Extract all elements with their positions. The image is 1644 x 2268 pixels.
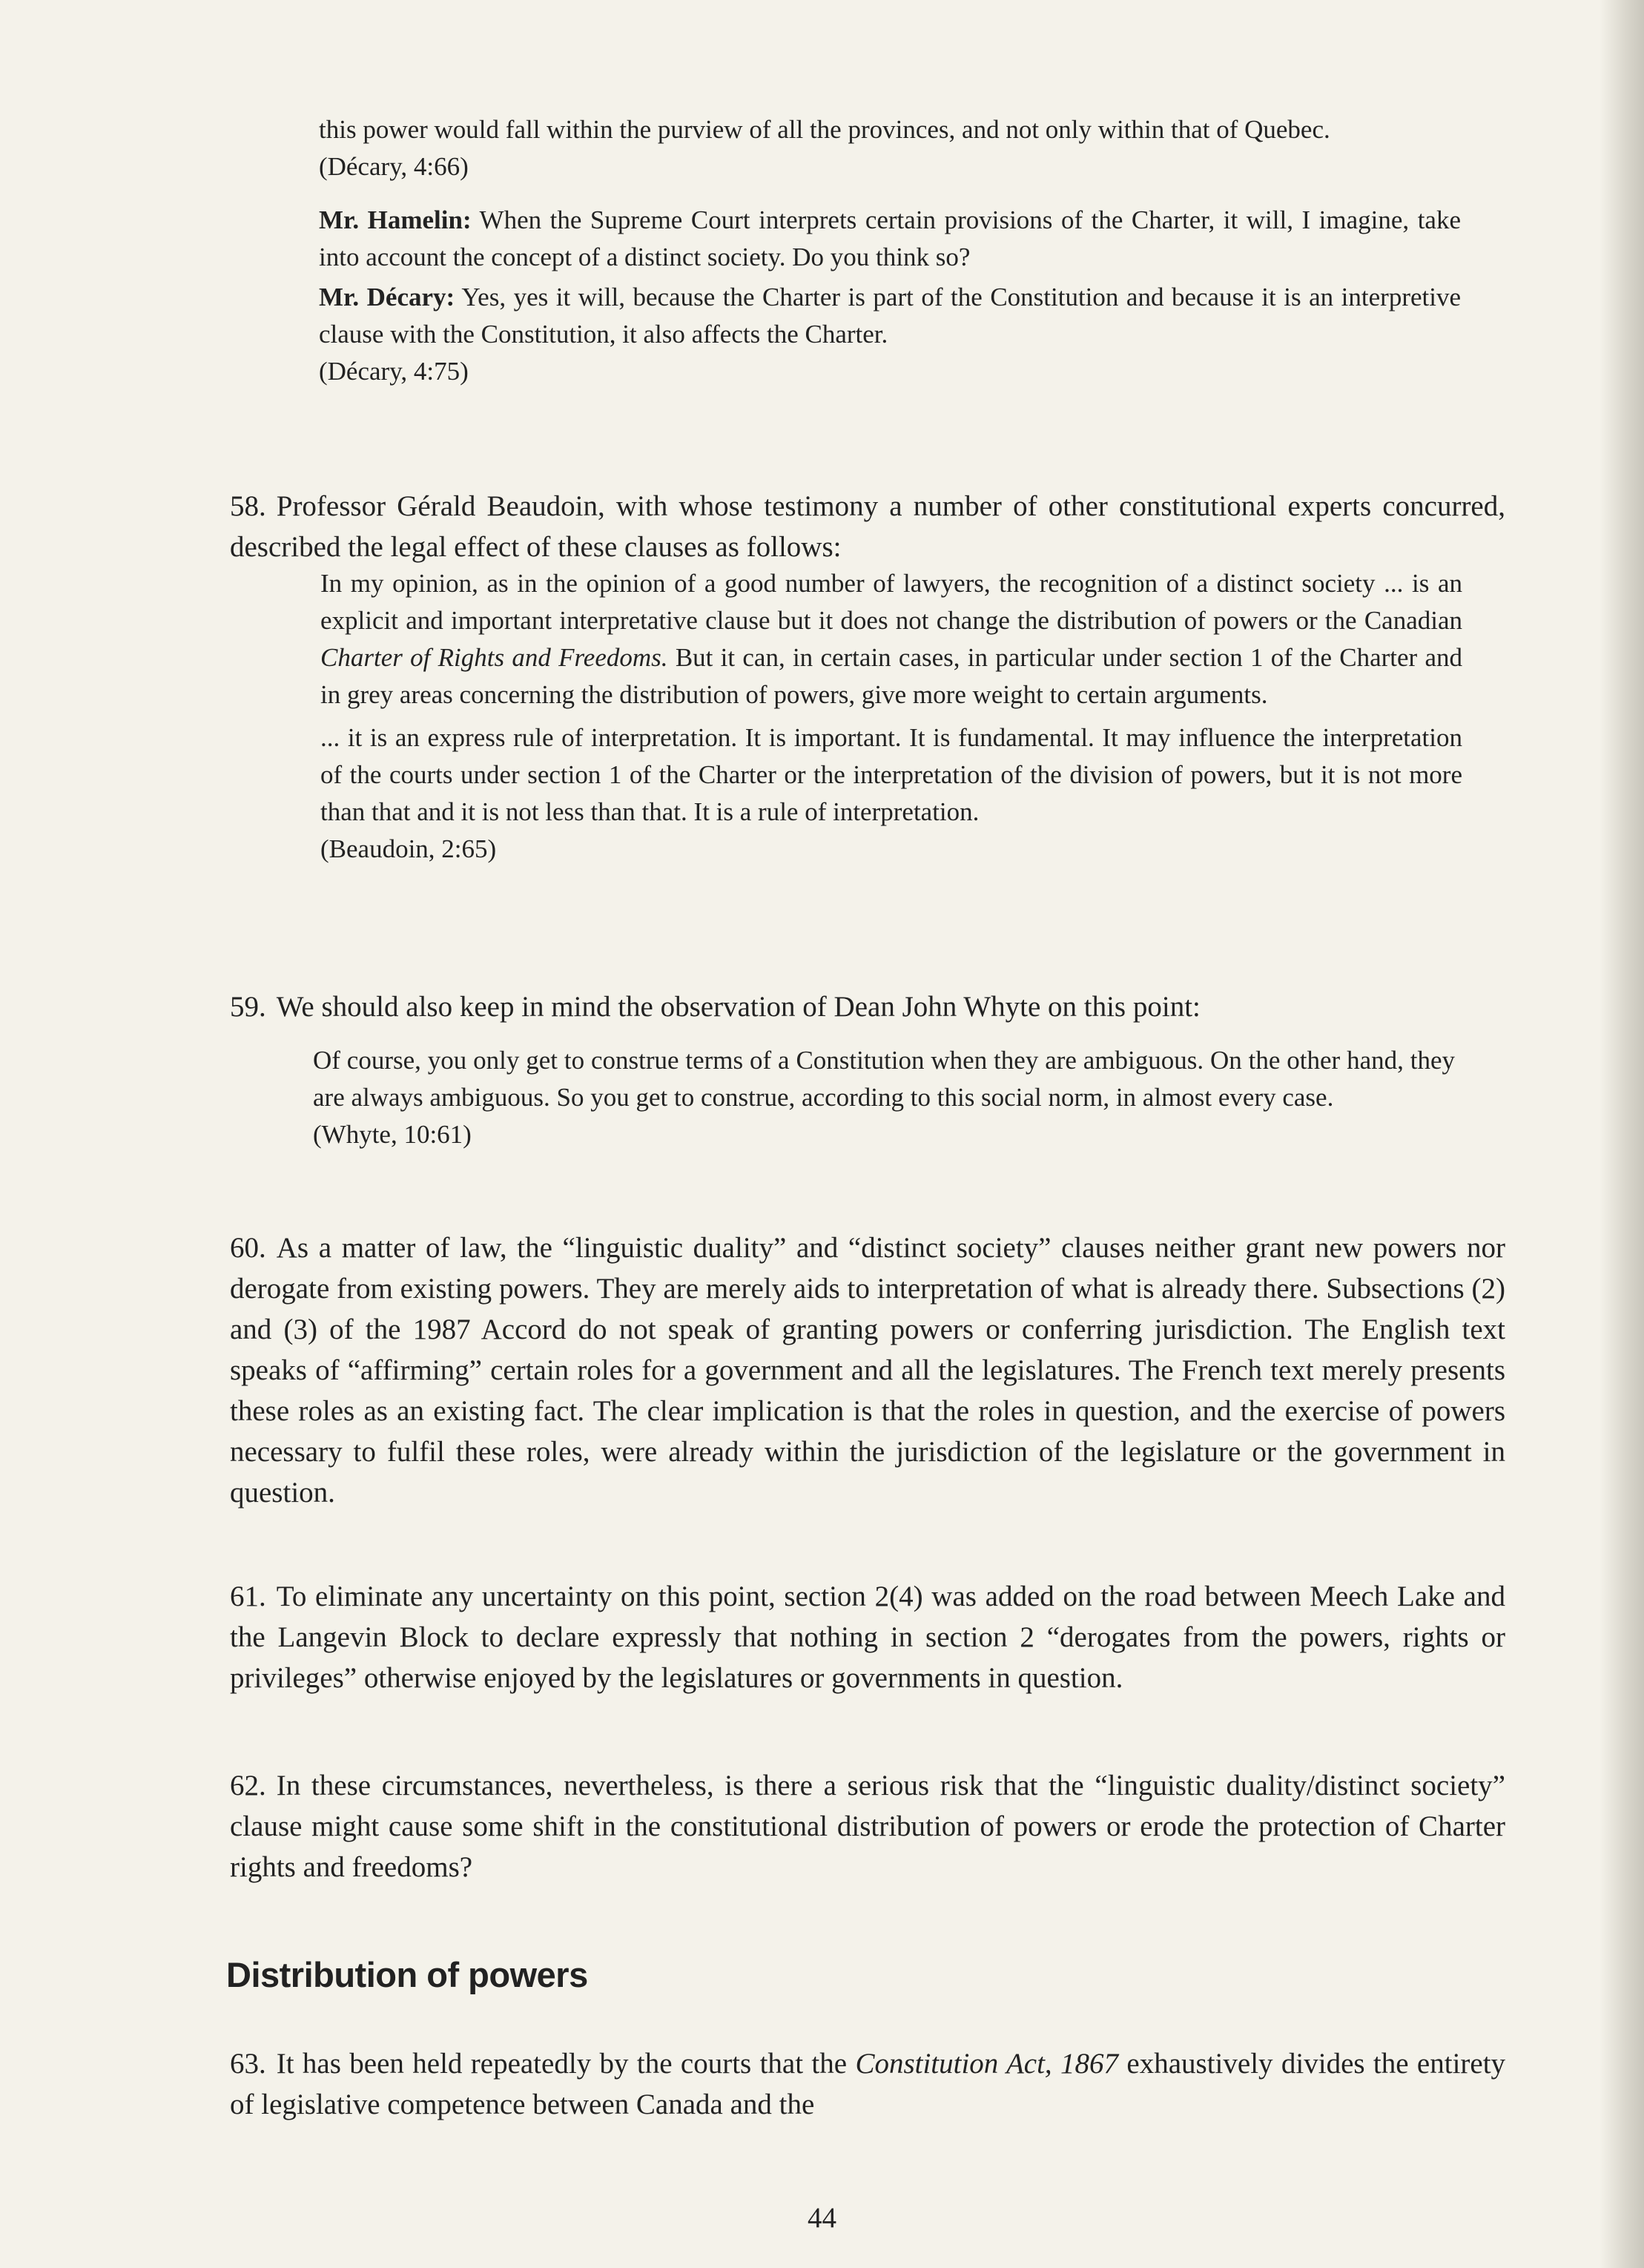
speaker-text: When the Supreme Court interprets certain provisions of the Charter, it will, I imagine, take into account the concept of a distinct society. Do you think so? [319, 205, 1461, 271]
paragraph-61 [230, 1576, 1505, 1698]
speaker-text: Yes, yes it will, because the Charter is part of the Constitution and because it is an interpretive clause with the Constitution, it also affects the Charter. [319, 283, 1461, 349]
section-heading: Distribution of powers [226, 1955, 588, 1994]
speaker-name: Mr. Décary: [319, 283, 455, 311]
paragraph-text: In these circumstances, nevertheless, is there a serious risk that the “linguistic duality/distinct society” clause might cause some shift in the constitutional distribution of powers or erode the protection of Charter rights and freedoms? [230, 1770, 1505, 1883]
quote-text [320, 565, 1462, 713]
italic-title: Charter of Rights and Freedoms. [320, 643, 668, 672]
paragraph-text: As a matter of law, the “linguistic duality” and “distinct society” clauses neither grant new powers nor derogate from existing powers. They are merely aids to interpretation of what is already there. Subsections (2) and (3) of the 1987 Accord do not speak of granting powers or conferring jurisdiction. The English text speaks of “affirming” certain roles for a government and all the legislatures. The French text merely presents these roles as an existing fact. The clear implication is that the roles in question, and the exercise of powers necessary to fulfil these roles, were already within the jurisdiction of the legislature or the government in question. [230, 1232, 1505, 1509]
paragraph-number: 63. [230, 2048, 266, 2080]
page-edge-shadow [1600, 0, 1644, 2268]
quote-block-decary [319, 111, 1461, 390]
italic-title: Constitution Act, 1867 [855, 2048, 1119, 2080]
paragraph-number: 61. [230, 1580, 266, 1612]
paragraph-58 [230, 486, 1505, 567]
quote-citation: (Whyte, 10:61) [313, 1120, 472, 1149]
quote-block-whyte [313, 1042, 1455, 1153]
quote-exchange [319, 202, 1461, 276]
paragraph-62 [230, 1765, 1505, 1888]
quote-text: Of course, you only get to construe terms of a Constitution when they are ambiguous. On the other hand, they are always ambiguous. So you get to construe, according to this social norm, in almost every case. [313, 1046, 1455, 1112]
quote-text: ... it is an express rule of interpretation. It is important. It is fundamental. It may influence the interpretation of the courts under section 1 of the Charter or the interpretation of the division of powers, but it is not more than that and it is not less than that. It is a rule of interpretation. [320, 723, 1462, 826]
quote-citation: (Décary, 4:66) [319, 152, 469, 181]
paragraph-number: 60. [230, 1232, 266, 1264]
paragraph-60 [230, 1227, 1505, 1513]
paragraph-text: It has been held repeatedly by the courts that the [276, 2048, 848, 2080]
paragraph-59 [230, 986, 1505, 1027]
paragraph-number: 62. [230, 1770, 266, 1801]
paragraph-number: 59. [230, 991, 266, 1023]
page-number: 44 [808, 2202, 836, 2234]
quote-citation: (Décary, 4:75) [319, 357, 469, 386]
paragraph-number: 58. [230, 490, 266, 522]
quote-citation: (Beaudoin, 2:65) [320, 834, 497, 863]
quote-text: this power would fall within the purview of all the provinces, and not only within that of Quebec. [319, 115, 1330, 144]
quote-exchange [319, 279, 1461, 353]
paragraph-text: To eliminate any uncertainty on this point, section 2(4) was added on the road between Meech Lake and the Langevin Block to declare expressly that nothing in section 2 “derogates from the powers, rights or privileges” otherwise enjoyed by the legislatures or governments in question. [230, 1580, 1505, 1694]
quote-block-beaudoin [320, 565, 1462, 868]
paragraph-63 [230, 2043, 1505, 2125]
paragraph-text: exhaustively divides the entirety of legislative competence between Canada and the [230, 2048, 1506, 2120]
speaker-name: Mr. Hamelin: [319, 205, 472, 234]
paragraph-text: We should also keep in mind the observation of Dean John Whyte on this point: [276, 991, 1201, 1023]
quote-text-part: But it can, in certain cases, in particular under section 1 of the Charter and in grey areas concerning the distribution of powers, give more weight to certain arguments. [320, 643, 1463, 709]
quote-text-part: In my opinion, as in the opinion of a good number of lawyers, the recognition of a distinct society ... is an explicit and important interpretative clause but it does not change the distribution of powers or the Canadian [320, 569, 1462, 635]
paragraph-text: Professor Gérald Beaudoin, with whose testimony a number of other constitutional experts concurred, described the legal effect of these clauses as follows: [230, 490, 1505, 563]
